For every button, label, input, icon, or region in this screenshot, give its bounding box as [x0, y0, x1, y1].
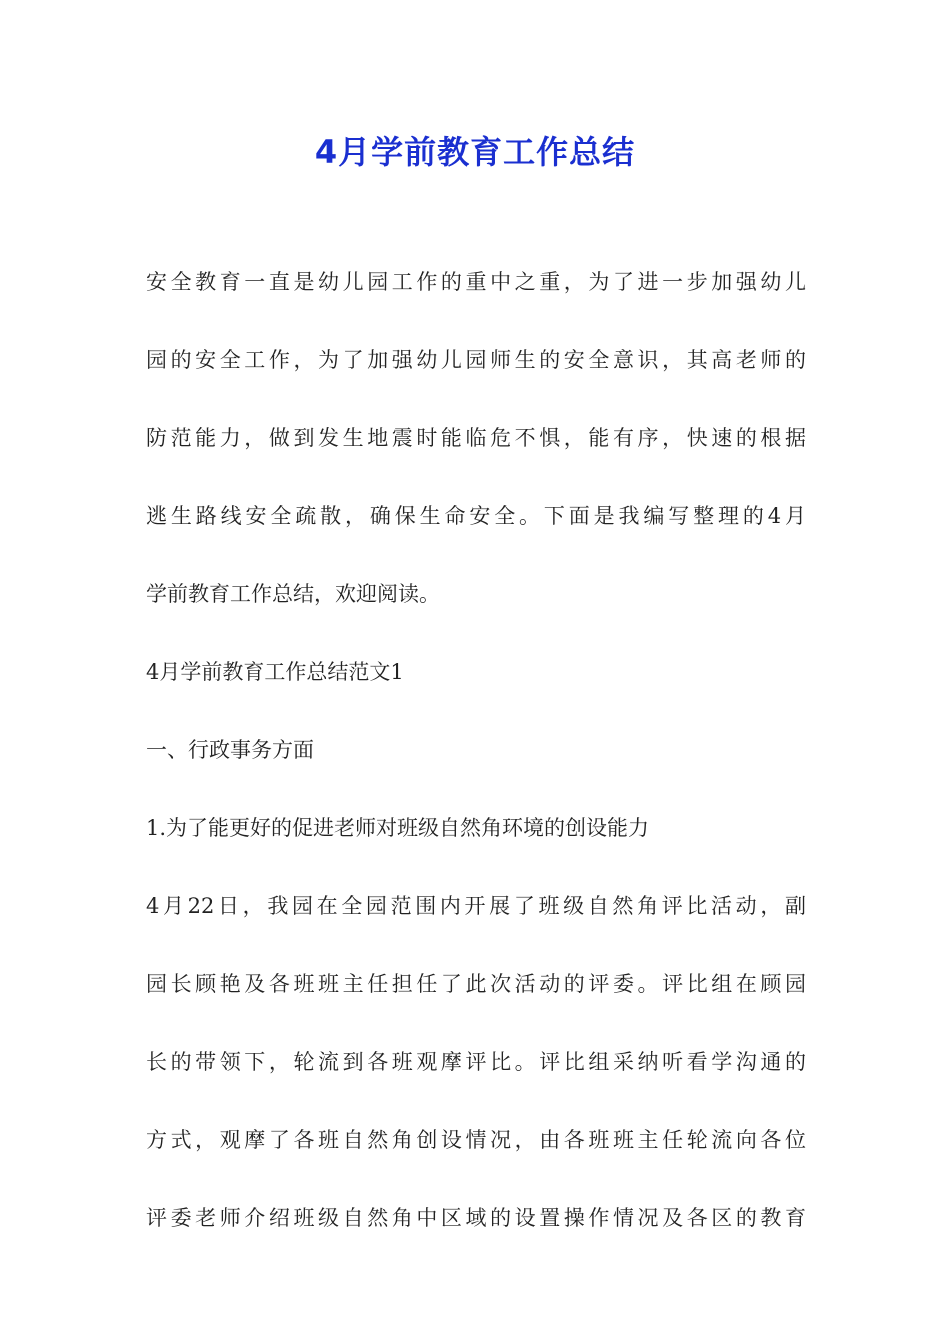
body-line: 长的带领下，轮流到各班观摩评比。评比组采纳听看学沟通的 [146, 1050, 806, 1074]
document-title: 4月学前教育工作总结 [314, 133, 636, 171]
heading-administrative: 一、行政事务方面 [146, 738, 314, 762]
section-title: 4月学前教育工作总结范文1 [146, 660, 404, 684]
intro-line: 防范能力，做到发生地震时能临危不惧，能有序，快速的根据 [146, 426, 806, 450]
body-line: 4月22日，我园在全园范围内开展了班级自然角评比活动，副 [146, 894, 806, 918]
body-paragraph [146, 890, 806, 1241]
body-line: 评委老师介绍班级自然角中区域的设置操作情况及各区的教育 [146, 1206, 806, 1230]
body-line: 方式，观摩了各班自然角创设情况，由各班班主任轮流向各位 [146, 1128, 806, 1152]
intro-line: 逃生路线安全疏散，确保生命安全。下面是我编写整理的4月 [146, 504, 806, 528]
list-item-1: 1.为了能更好的促进老师对班级自然角环境的创设能力 [146, 816, 650, 840]
document-body [146, 266, 806, 1280]
intro-line: 园的安全工作，为了加强幼儿园师生的安全意识，其高老师的 [146, 348, 806, 372]
intro-line: 安全教育一直是幼儿园工作的重中之重，为了进一步加强幼儿 [146, 270, 806, 294]
body-line: 园长顾艳及各班班主任担任了此次活动的评委。评比组在顾园 [146, 972, 806, 996]
intro-line: 学前教育工作总结，欢迎阅读。 [146, 582, 440, 606]
intro-paragraph [146, 266, 806, 617]
